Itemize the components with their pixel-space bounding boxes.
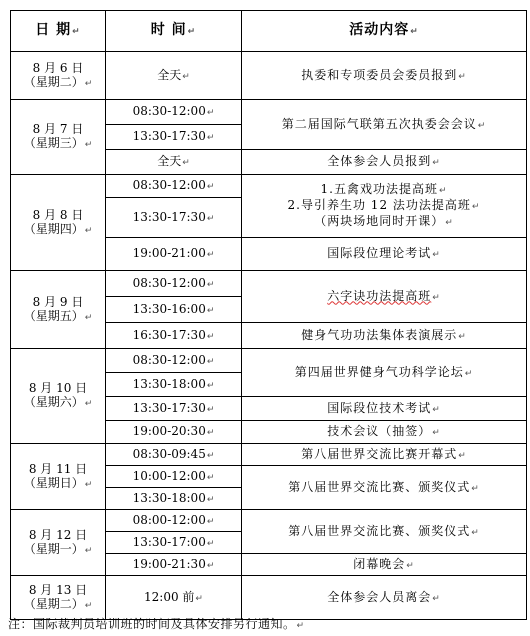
- table-header-row: [11, 11, 527, 52]
- activity-cell: 第八届世界交流比赛开幕式↵: [242, 444, 527, 466]
- activity-cell: 执委和专项委员会委员报到↵: [242, 52, 527, 100]
- date-cell: 8 月 9 日 （星期五）↵: [11, 271, 106, 349]
- time-cell: 13:30-17:00↵: [106, 532, 242, 554]
- date-cell: 8 月 11 日 （星期日）↵: [11, 444, 106, 510]
- activity-cell: 第八届世界交流比赛、颁奖仪式↵: [242, 466, 527, 510]
- activity-cell: 闭幕晚会↵: [242, 554, 527, 576]
- time-cell: 13:30-17:30↵: [106, 397, 242, 421]
- time-cell: 19:00-21:00↵: [106, 238, 242, 271]
- activity-cell: 第八届世界交流比赛、颁奖仪式↵: [242, 510, 527, 554]
- activity-cell: 第二届国际气联第五次执委会会议↵: [242, 100, 527, 150]
- time-cell: 19:00-20:30↵: [106, 421, 242, 444]
- table-row: [11, 175, 527, 198]
- time-cell: 全天↵: [106, 150, 242, 175]
- table-row: [11, 100, 527, 125]
- time-cell: 08:30-12:00↵: [106, 349, 242, 373]
- date-cell: 8 月 12 日 （星期一）↵: [11, 510, 106, 576]
- header-date: 日 期↵: [11, 11, 106, 52]
- activity-cell: 1.五禽戏功法提高班↵ 2.导引养生功 12 法功法提高班↵ （两块场地同时开课）↵: [242, 175, 527, 238]
- activity-cell: 全体参会人员报到↵: [242, 150, 527, 175]
- table-row: [11, 349, 527, 373]
- date-cell: 8 月 8 日 （星期四）↵: [11, 175, 106, 271]
- date-cell: 8 月 13 日 （星期二）↵: [11, 576, 106, 620]
- activity-cell: 第四届世界健身气功科学论坛↵: [242, 349, 527, 397]
- time-cell: 13:30-18:00↵: [106, 488, 242, 510]
- time-cell: 08:00-12:00↵: [106, 510, 242, 532]
- time-cell: 08:30-12:00↵: [106, 271, 242, 297]
- time-cell: 12:00 前↵: [106, 576, 242, 620]
- activity-cell: 六字诀功法提高班↵: [242, 271, 527, 323]
- date-cell: 8 月 7 日 （星期三）↵: [11, 100, 106, 175]
- time-cell: 08:30-12:00↵: [106, 100, 242, 125]
- time-cell: 16:30-17:30↵: [106, 323, 242, 349]
- footnote: 注：国际裁判员培训班的时间及具体安排另行通知。↵: [8, 617, 305, 631]
- header-content: 活动内容↵: [242, 11, 527, 52]
- table-row: [11, 271, 527, 297]
- activity-cell: 国际段位理论考试↵: [242, 238, 527, 271]
- time-cell: 08:30-09:45↵: [106, 444, 242, 466]
- time-cell: 13:30-17:30↵: [106, 198, 242, 238]
- time-cell: 13:30-16:00↵: [106, 297, 242, 323]
- table-row: [11, 444, 527, 466]
- time-cell: 13:30-18:00↵: [106, 373, 242, 397]
- time-cell: 13:30-17:30↵: [106, 125, 242, 150]
- header-time: 时 间↵: [106, 11, 242, 52]
- date-cell: 8 月 10 日 （星期六）↵: [11, 349, 106, 444]
- table-row: [11, 510, 527, 532]
- activity-cell: 国际段位技术考试↵: [242, 397, 527, 421]
- schedule-table: [10, 10, 527, 620]
- time-cell: 10:00-12:00↵: [106, 466, 242, 488]
- activity-cell: 技术会议（抽签）↵: [242, 421, 527, 444]
- time-cell: 全天↵: [106, 52, 242, 100]
- activity-cell: 健身气功功法集体表演展示↵: [242, 323, 527, 349]
- activity-cell: 全体参会人员离会↵: [242, 576, 527, 620]
- table-row: [11, 576, 527, 620]
- time-cell: 08:30-12:00↵: [106, 175, 242, 198]
- time-cell: 19:00-21:30↵: [106, 554, 242, 576]
- date-cell: 8 月 6 日 （星期二）↵: [11, 52, 106, 100]
- table-row: [11, 52, 527, 100]
